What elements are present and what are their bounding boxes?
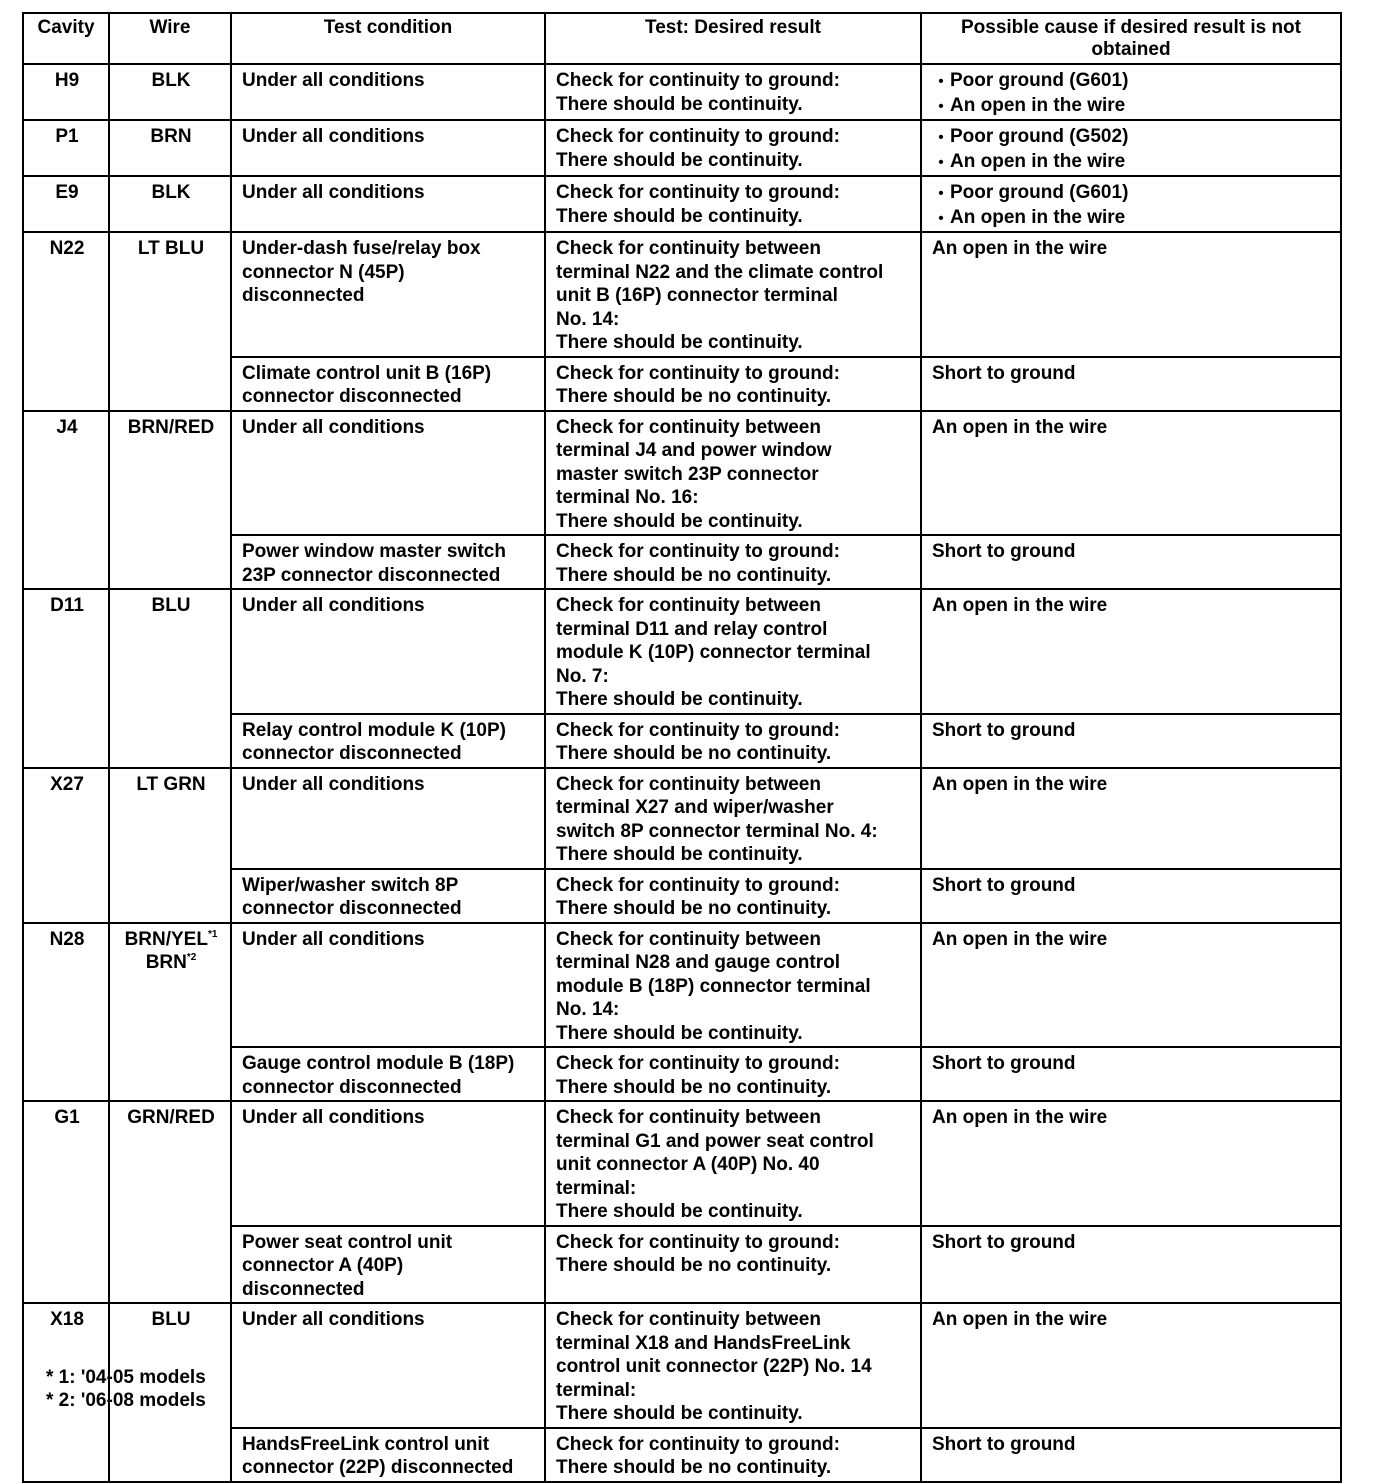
possible-cause-cell: An open in the wire: [921, 923, 1341, 1048]
wire-cell: [109, 411, 231, 590]
condition-line: Under-dash fuse/relay box: [242, 238, 481, 259]
result-line: There should be no continuity.: [556, 1076, 832, 1098]
cause-list-item: [932, 69, 1332, 94]
result-line: control unit connector (22P) No. 14: [556, 1356, 872, 1377]
cause-text: An open in the wire: [950, 150, 1126, 172]
header-possible-cause: Possible cause if desired result is not obtained: [921, 13, 1341, 64]
header-wire: Wire: [109, 13, 231, 64]
desired-result-cell: [545, 1226, 921, 1304]
test-condition-cell: [231, 714, 545, 768]
table-row: [23, 768, 1341, 869]
condition-line: disconnected: [242, 1278, 365, 1300]
test-condition-cell: [231, 357, 545, 411]
result-line: Check for continuity to ground:: [556, 126, 840, 147]
result-line: There should be continuity.: [556, 510, 803, 532]
desired-result-cell: [545, 768, 921, 869]
result-line: There should be continuity.: [556, 149, 803, 171]
cause-list-item: [932, 150, 1332, 175]
cause-text: Poor ground (G601): [950, 70, 1129, 91]
desired-result-cell: [545, 923, 921, 1048]
result-line: There should be no continuity.: [556, 1255, 832, 1276]
result-line: terminal N28 and gauge control: [556, 952, 840, 973]
wire-cell: [109, 64, 231, 120]
cavity-cell: N28: [23, 923, 109, 1102]
possible-cause-cell: An open in the wire: [921, 411, 1341, 536]
possible-cause-cell: Short to ground: [921, 714, 1341, 768]
cavity-cell: X27: [23, 768, 109, 923]
desired-result-cell: [545, 1101, 921, 1226]
possible-cause-cell: Short to ground: [921, 535, 1341, 589]
cause-list: [932, 69, 1332, 118]
result-line: There should be no continuity.: [556, 743, 832, 764]
cause-list-item: [932, 125, 1332, 150]
result-line: Check for continuity between: [556, 1107, 821, 1128]
header-cavity: Cavity: [23, 13, 109, 64]
wire-footnote-mark: *2: [186, 952, 197, 963]
test-condition-cell: [231, 535, 545, 589]
result-line: Check for continuity to ground:: [556, 1053, 840, 1074]
result-line: Check for continuity between: [556, 238, 821, 259]
result-line: There should be continuity.: [556, 1403, 803, 1424]
condition-line: Wiper/washer switch 8P: [242, 874, 459, 896]
desired-result-cell: [545, 869, 921, 923]
desired-result-cell: [545, 535, 921, 589]
condition-line: Power seat control unit: [242, 1231, 453, 1253]
test-condition-cell: [231, 1428, 545, 1482]
table-row: [23, 64, 1341, 120]
cause-list-item: [932, 206, 1332, 231]
condition-line: Climate control unit B (16P): [242, 362, 492, 384]
possible-cause-cell: Short to ground: [921, 1428, 1341, 1482]
desired-result-cell: [545, 1303, 921, 1428]
result-line: Check for continuity to ground:: [556, 874, 840, 896]
result-line: There should be no continuity.: [556, 564, 832, 586]
desired-result-cell: [545, 1047, 921, 1101]
condition-line: connector disconnected: [242, 386, 462, 407]
cavity-cell: X18: [23, 1303, 109, 1482]
possible-cause-cell: An open in the wire: [921, 232, 1341, 357]
table-row: [23, 232, 1341, 357]
test-condition-cell: Under all conditions: [231, 1101, 545, 1226]
wire-color: GRN/RED: [127, 1107, 215, 1128]
result-line: Check for continuity to ground:: [556, 1433, 840, 1455]
result-line: No. 7:: [556, 665, 609, 687]
result-line: Check for continuity to ground:: [556, 70, 840, 91]
possible-cause-cell: [921, 176, 1341, 232]
test-condition-cell: Under all conditions: [231, 411, 545, 536]
wire-color: BLU: [151, 1309, 191, 1330]
condition-line: Gauge control module B (18P): [242, 1053, 515, 1074]
table-row: [23, 176, 1341, 232]
wire-color: LT BLU: [137, 238, 205, 259]
wire-color: BRN: [150, 126, 192, 147]
cavity-cell: G1: [23, 1101, 109, 1303]
wire-cell: [109, 120, 231, 176]
desired-result-cell: [545, 120, 921, 176]
result-line: module B (18P) connector terminal: [556, 975, 871, 997]
cavity-cell: D11: [23, 589, 109, 768]
condition-line: 23P connector disconnected: [242, 564, 501, 586]
result-line: No. 14:: [556, 999, 620, 1020]
table-row: [23, 1101, 1341, 1226]
result-line: There should be no continuity.: [556, 898, 832, 919]
possible-cause-cell: Short to ground: [921, 1047, 1341, 1101]
possible-cause-cell: [921, 64, 1341, 120]
condition-line: connector disconnected: [242, 1076, 462, 1098]
condition-line: connector (22P) disconnected: [242, 1457, 514, 1478]
test-condition-cell: Under all conditions: [231, 923, 545, 1048]
cavity-cell: N22: [23, 232, 109, 411]
wire-cell: [109, 589, 231, 768]
table-row: [23, 120, 1341, 176]
result-line: switch 8P connector terminal No. 4:: [556, 820, 878, 842]
wire-cell: [109, 923, 231, 1102]
desired-result-cell: [545, 64, 921, 120]
continuity-test-document: [22, 12, 1340, 1483]
test-condition-cell: Under all conditions: [231, 768, 545, 869]
possible-cause-cell: Short to ground: [921, 869, 1341, 923]
cause-text: Poor ground (G502): [950, 126, 1129, 147]
result-line: Check for continuity to ground:: [556, 1231, 840, 1253]
result-line: terminal D11 and relay control: [556, 618, 828, 640]
cause-text: An open in the wire: [950, 94, 1126, 116]
wire-cell: [109, 232, 231, 411]
result-line: terminal No. 16:: [556, 487, 699, 508]
result-line: There should be no continuity.: [556, 1457, 832, 1478]
condition-line: connector disconnected: [242, 898, 462, 919]
wire-color: BLU: [151, 595, 191, 616]
cause-text: Poor ground (G601): [950, 182, 1129, 203]
table-row: [23, 1303, 1341, 1428]
result-line: Check for continuity between: [556, 928, 821, 950]
footnote-2: * 2: '06-08 models: [46, 1390, 206, 1411]
wire-color: LT GRN: [136, 773, 206, 795]
cavity-cell: E9: [23, 176, 109, 232]
wire-cell: [109, 176, 231, 232]
result-line: unit B (16P) connector terminal: [556, 285, 838, 306]
desired-result-cell: [545, 411, 921, 536]
result-line: There should be continuity.: [556, 93, 803, 115]
desired-result-cell: [545, 176, 921, 232]
possible-cause-cell: An open in the wire: [921, 768, 1341, 869]
table-row: [23, 589, 1341, 714]
test-condition-cell: [231, 1226, 545, 1304]
wire-cell: [109, 768, 231, 923]
possible-cause-cell: [921, 120, 1341, 176]
result-line: Check for continuity to ground:: [556, 719, 840, 741]
result-line: terminal N22 and the climate control: [556, 261, 884, 283]
result-line: terminal G1 and power seat control: [556, 1130, 874, 1152]
result-line: terminal:: [556, 1177, 637, 1199]
wire-color-alt: BRN: [145, 952, 187, 973]
condition-line: Relay control module K (10P): [242, 719, 506, 741]
wire-color: BLK: [151, 70, 191, 91]
possible-cause-cell: An open in the wire: [921, 589, 1341, 714]
result-line: Check for continuity between: [556, 1309, 821, 1330]
result-line: terminal J4 and power window: [556, 440, 832, 461]
table-row: [23, 411, 1341, 536]
header-desired-result: Test: Desired result: [545, 13, 921, 64]
test-condition-cell: Under all conditions: [231, 120, 545, 176]
result-line: There should be continuity.: [556, 205, 803, 227]
result-line: unit connector A (40P) No. 40: [556, 1154, 820, 1175]
result-line: There should be continuity.: [556, 1201, 803, 1222]
result-line: Check for continuity to ground:: [556, 362, 840, 384]
result-line: There should be continuity.: [556, 332, 803, 353]
test-condition-cell: Under all conditions: [231, 589, 545, 714]
wire-cell: [109, 1101, 231, 1303]
test-condition-cell: [231, 1047, 545, 1101]
result-line: module K (10P) connector terminal: [556, 642, 871, 663]
condition-line: disconnected: [242, 285, 365, 306]
cavity-cell: J4: [23, 411, 109, 590]
test-condition-cell: Under all conditions: [231, 64, 545, 120]
wire-color: BRN/YEL: [124, 928, 208, 950]
test-condition-cell: [231, 232, 545, 357]
result-line: Check for continuity between: [556, 595, 821, 616]
result-line: Check for continuity to ground:: [556, 541, 840, 562]
cause-text: An open in the wire: [950, 206, 1126, 228]
condition-line: connector A (40P): [242, 1255, 404, 1276]
result-line: Check for continuity between: [556, 416, 821, 438]
result-line: terminal:: [556, 1379, 637, 1401]
result-line: Check for continuity to ground:: [556, 182, 840, 203]
cavity-cell: H9: [23, 64, 109, 120]
table-row: [23, 923, 1341, 1048]
result-line: There should be continuity.: [556, 1022, 803, 1044]
footnote-1: * 1: '04-05 models: [46, 1367, 206, 1388]
wire-footnote-mark: *1: [207, 928, 218, 940]
wire-color: BRN/RED: [127, 416, 215, 438]
possible-cause-cell: Short to ground: [921, 1226, 1341, 1304]
cause-list: [932, 125, 1332, 174]
desired-result-cell: [545, 589, 921, 714]
result-line: There should be continuity.: [556, 689, 803, 710]
footnotes: [46, 1366, 206, 1412]
desired-result-cell: [545, 232, 921, 357]
result-line: master switch 23P connector: [556, 463, 819, 485]
result-line: Check for continuity between: [556, 773, 821, 795]
result-line: There should be no continuity.: [556, 386, 832, 407]
possible-cause-cell: Short to ground: [921, 357, 1341, 411]
table-body: [23, 64, 1341, 1482]
cause-list: [932, 181, 1332, 230]
cavity-cell: P1: [23, 120, 109, 176]
condition-line: Power window master switch: [242, 541, 506, 562]
result-line: No. 14:: [556, 308, 620, 330]
possible-cause-cell: An open in the wire: [921, 1303, 1341, 1428]
result-line: terminal X27 and wiper/washer: [556, 797, 834, 818]
cause-list-item: [932, 94, 1332, 119]
test-condition-cell: [231, 869, 545, 923]
desired-result-cell: [545, 1428, 921, 1482]
result-line: terminal X18 and HandsFreeLink: [556, 1332, 851, 1354]
header-test-condition: Test condition: [231, 13, 545, 64]
wire-color: BLK: [151, 182, 191, 203]
test-condition-cell: Under all conditions: [231, 1303, 545, 1428]
wire-harness-test-table: [22, 12, 1342, 1483]
cause-list-item: [932, 181, 1332, 206]
condition-line: connector disconnected: [242, 743, 462, 764]
desired-result-cell: [545, 714, 921, 768]
possible-cause-cell: An open in the wire: [921, 1101, 1341, 1226]
desired-result-cell: [545, 357, 921, 411]
header-row: [23, 13, 1341, 64]
condition-line: HandsFreeLink control unit: [242, 1433, 490, 1455]
result-line: There should be continuity.: [556, 844, 803, 865]
condition-line: connector N (45P): [242, 261, 405, 283]
test-condition-cell: Under all conditions: [231, 176, 545, 232]
